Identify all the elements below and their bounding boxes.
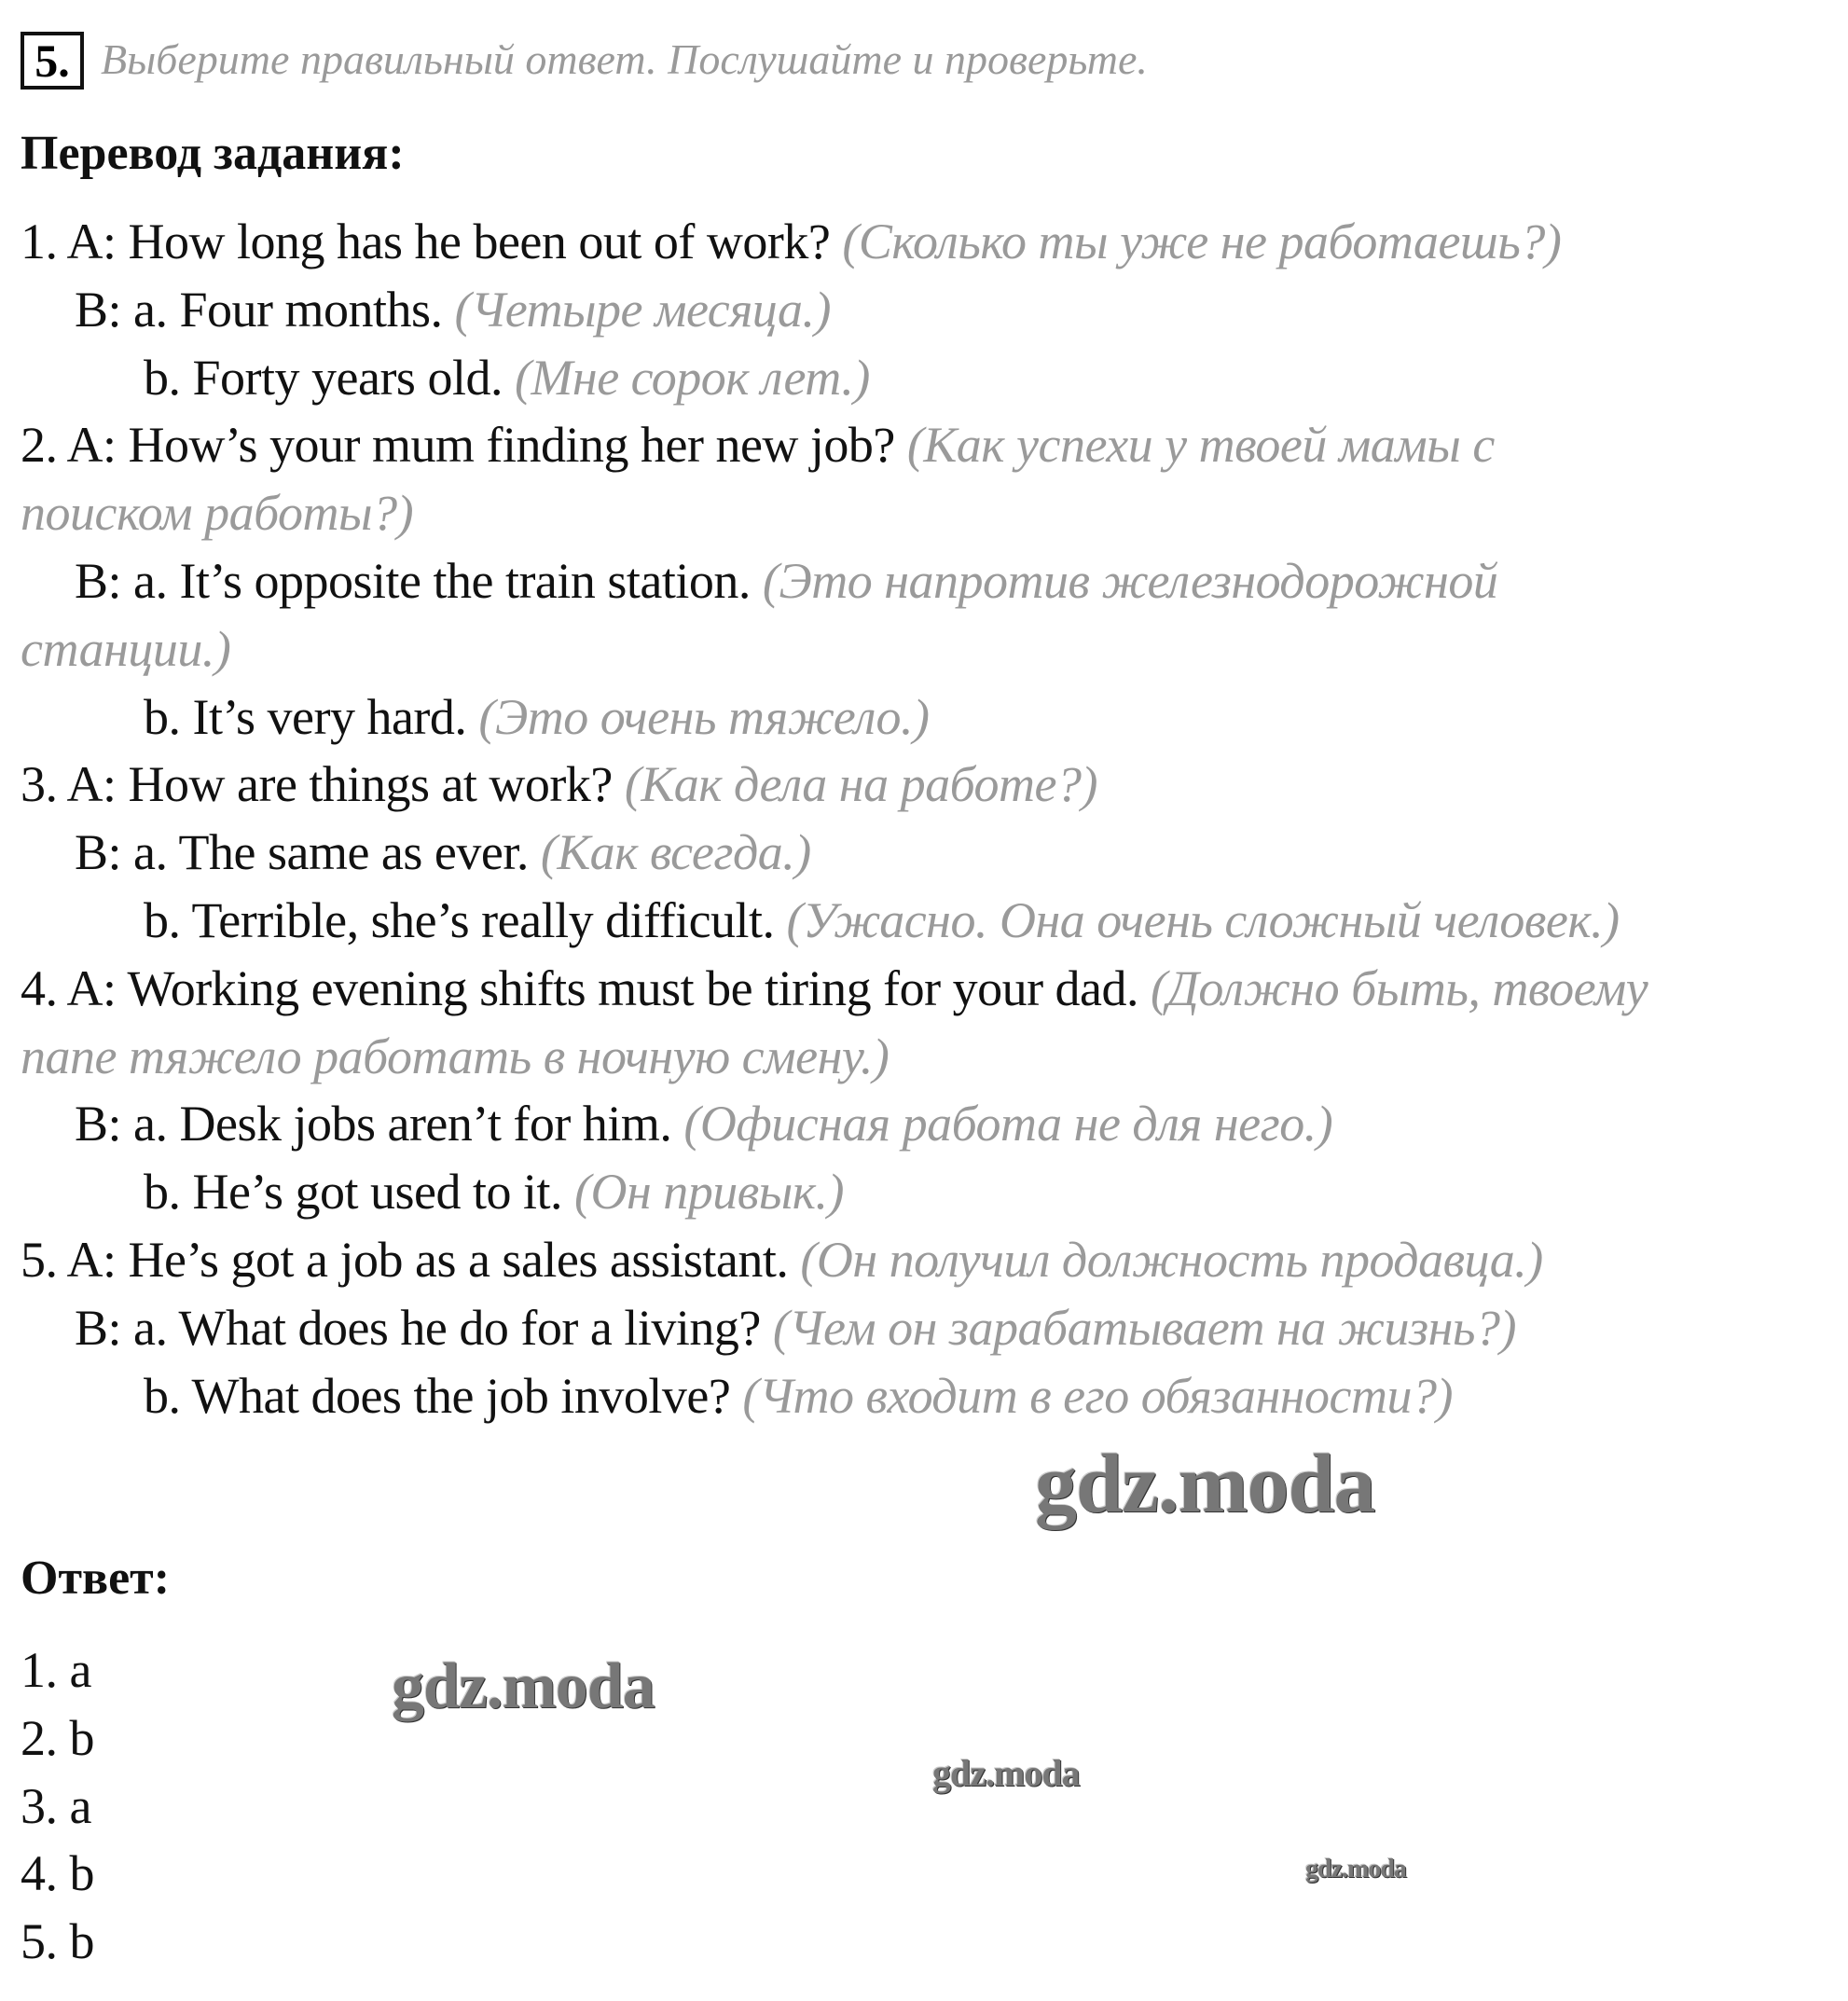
russian-translation: (Как всегда.): [540, 824, 811, 881]
dialogue-line: [144, 345, 870, 410]
english-text: B: a. What does he do for a living?: [75, 1299, 773, 1356]
english-text: b. What does the job involve?: [144, 1367, 743, 1424]
translation-heading: Перевод задания:: [21, 127, 405, 180]
russian-translation: (Мне сорок лет.): [514, 349, 870, 406]
dialogue-line: [144, 888, 1620, 953]
dialogue-line: [144, 1363, 1453, 1428]
english-text: 1. A: How long has he been out of work?: [21, 214, 843, 269]
dialogue-line: [75, 1091, 1332, 1156]
watermark: gdz.moda: [1305, 1855, 1406, 1884]
russian-translation: (Офисная работа не для него.): [683, 1096, 1333, 1152]
dialogue-line: [21, 480, 413, 545]
answer-heading: Ответ:: [21, 1552, 171, 1605]
russian-translation: станции.): [21, 620, 231, 677]
task-instruction: Выберите правильный ответ. Послушайте и проверьте.: [101, 35, 1148, 83]
dialogue-line: [21, 752, 1097, 817]
russian-translation: (Он привык.): [573, 1164, 845, 1221]
dialogue-line: [21, 209, 1561, 274]
russian-translation: (Ужасно. Она очень сложный человек.): [786, 892, 1620, 948]
watermark: gdz.moda: [932, 1752, 1080, 1794]
dialogue-line: [144, 1159, 844, 1224]
english-text: B: a. Four months.: [75, 281, 455, 338]
english-text: 2. A: How’s your mum finding her new job?: [21, 417, 907, 474]
russian-translation: (Что входит в его обязанности?): [742, 1367, 1453, 1424]
watermark: gdz.moda: [1035, 1438, 1375, 1530]
answer-item: 1. a: [21, 1642, 91, 1698]
dialogue-line: [75, 1295, 1516, 1360]
english-text: B: a. The same as ever.: [75, 824, 541, 881]
english-text: b. He’s got used to it.: [144, 1164, 574, 1221]
dialogue-line: [144, 684, 930, 750]
russian-translation: (Четыре месяца.): [454, 281, 831, 338]
russian-translation: (Сколько ты уже не работаешь?): [842, 214, 1562, 269]
russian-translation: (Как дела на работе?): [624, 756, 1097, 813]
dialogue-line: [75, 277, 831, 342]
dialogue-line: [21, 616, 230, 682]
russian-translation: (Как успехи у твоей мамы с: [906, 417, 1495, 474]
dialogue-line: [21, 1227, 1543, 1292]
english-text: B: a. It’s opposite the train station.: [75, 553, 763, 609]
russian-translation: папе тяжело работать в ночную смену.): [21, 1028, 890, 1084]
english-text: B: a. Desk jobs aren’t for him.: [75, 1096, 684, 1152]
dialogue-line: [75, 548, 1497, 614]
watermark: gdz.moda: [392, 1650, 655, 1722]
dialogue-line: [75, 820, 811, 885]
russian-translation: поиском работы?): [21, 485, 414, 542]
english-text: b. Terrible, she’s really difficult.: [144, 892, 787, 948]
dialogue-line: [21, 956, 1648, 1021]
answer-item: 4. b: [21, 1845, 94, 1902]
english-text: 4. A: Working evening shifts must be tiring for your dad.: [21, 959, 1152, 1016]
answer-item: 2. b: [21, 1709, 94, 1766]
dialogue-line: [21, 1024, 889, 1089]
english-text: 5. A: He’s got a job as a sales assistant.: [21, 1232, 801, 1288]
russian-translation: (Это напротив железнодорожной: [762, 553, 1498, 609]
english-text: b. It’s very hard.: [144, 688, 479, 745]
russian-translation: (Он получил должность продавца.): [800, 1232, 1543, 1288]
dialogue-line: [21, 412, 1495, 477]
russian-translation: (Это очень тяжело.): [478, 688, 930, 745]
task-number-box: 5.: [21, 32, 84, 90]
russian-translation: (Чем он зарабатывает на жизнь?): [772, 1299, 1516, 1356]
english-text: b. Forty years old.: [144, 349, 515, 406]
english-text: 3. A: How are things at work?: [21, 756, 625, 813]
answer-item: 3. a: [21, 1777, 91, 1834]
russian-translation: (Должно быть, твоему: [1151, 959, 1648, 1016]
answer-item: 5. b: [21, 1913, 94, 1970]
